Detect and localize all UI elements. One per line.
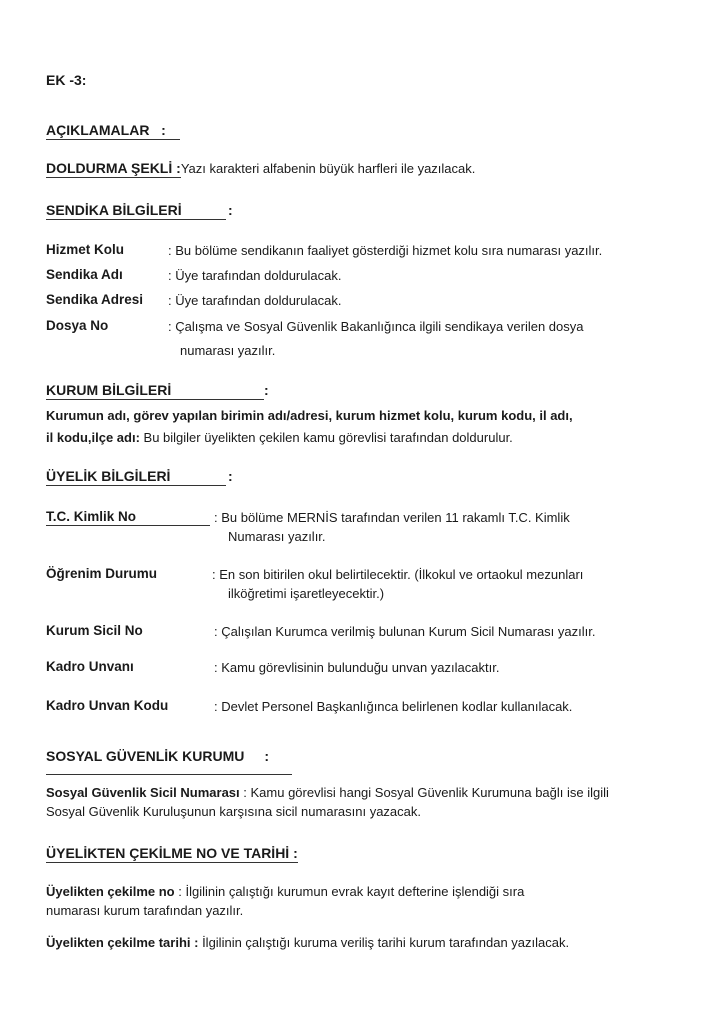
dosya-no-label: Dosya No	[46, 318, 109, 333]
heading-sgk-underline	[46, 774, 292, 775]
sendika-adresi-label: Sendika Adresi	[46, 292, 144, 307]
sendika-adi-text: : Üye tarafından doldurulacak.	[168, 268, 342, 283]
cekilme-no-text: : İlgilinin çalıştığı kurumun evrak kayıt defterine işlendiği sıra	[174, 884, 525, 899]
heading-sgk-title: SOSYAL GÜVENLİK KURUMU	[46, 748, 245, 764]
kurum-fields-line: Kurumun adı, görev yapılan birimin adı/adresi, kurum hizmet kolu, kurum kodu, il adı,	[46, 408, 573, 423]
sendika-hizmet-kolu-text: : Bu bölüme sendikanın faaliyet gösterdiği hizmet kolu sıra numarası yazılır.	[168, 243, 603, 258]
kadro-unvan-kodu-text: : Devlet Personel Başkanlığınca belirlenen kodlar kullanılacak.	[214, 699, 573, 714]
tc-kimlik-label: T.C. Kimlik No	[46, 509, 210, 526]
sendika-adi-label: Sendika Adı	[46, 267, 123, 282]
annex-label: EK -3:	[46, 72, 87, 88]
heading-uyelik: ÜYELİK BİLGİLERİ :	[46, 468, 233, 484]
doldurma-label: DOLDURMA ŞEKLİ :	[46, 160, 181, 176]
kurum-sicil-no-text: : Çalışılan Kurumca verilmiş bulunan Kurum Sicil Numarası yazılır.	[214, 624, 596, 639]
kurum-desc-bold: il kodu,ilçe adı:	[46, 430, 140, 445]
doldurma-text: Yazı karakteri alfabenin büyük harfleri ile yazılacak.	[180, 161, 476, 176]
sgk-text: : Kamu görevlisi hangi Sosyal Güvenlik Kurumuna bağlı ise ilgili	[239, 785, 609, 800]
kurum-sicil-no-label: Kurum Sicil No	[46, 623, 143, 638]
sgk-label: Sosyal Güvenlik Sicil Numarası	[46, 785, 240, 800]
heading-cekilme	[46, 845, 298, 863]
sgk-row	[46, 785, 609, 800]
cekilme-no-row	[46, 884, 524, 899]
cekilme-tarih-text: İlgilinin çalıştığı kuruma veriliş tarihi kurum tarafından yazılacak.	[198, 935, 570, 950]
cekilme-no-text-cont: numarası kurum tarafından yazılır.	[46, 903, 244, 918]
sendika-hizmet-kolu-label: Hizmet Kolu	[46, 242, 125, 257]
kadro-unvani-text: : Kamu görevlisinin bulunduğu unvan yazılacaktır.	[214, 660, 500, 675]
ogrenim-durumu-text-cont: ilköğretimi işaretleyecektir.)	[228, 586, 385, 601]
heading-cekilme-title: ÜYELİKTEN ÇEKİLME NO VE TARİHİ :	[46, 845, 298, 861]
ogrenim-durumu-label: Öğrenim Durumu	[46, 566, 158, 581]
dosya-no-text: : Çalışma ve Sosyal Güvenlik Bakanlığınca ilgili sendikaya verilen dosya	[168, 319, 584, 334]
ogrenim-durumu-text: : En son bitirilen okul belirtilecektir. (İlkokul ve ortaokul mezunları	[212, 567, 584, 582]
cekilme-tarih-label: Üyelikten çekilme tarihi :	[46, 935, 199, 950]
heading-kurum: KURUM BİLGİLERİ :	[46, 382, 269, 398]
heading-sgk: SOSYAL GÜVENLİK KURUMU :	[46, 748, 270, 764]
kadro-unvani-label: Kadro Unvanı	[46, 659, 134, 674]
cekilme-no-label: Üyelikten çekilme no	[46, 884, 175, 899]
heading-sendika: SENDİKA BİLGİLERİ :	[46, 202, 233, 218]
tc-kimlik-text: : Bu bölüme MERNİS tarafından verilen 11 rakamlı T.C. Kimlik	[214, 510, 570, 525]
heading-kurum-title: KURUM BİLGİLERİ	[46, 382, 264, 400]
sgk-text-cont: Sosyal Güvenlik Kuruluşunun karşısına sicil numarasını yazacak.	[46, 804, 422, 819]
tc-kimlik-text-cont: Numarası yazılır.	[228, 529, 326, 544]
kadro-unvan-kodu-label: Kadro Unvan Kodu	[46, 698, 169, 713]
sendika-adresi-text: : Üye tarafından doldurulacak.	[168, 293, 342, 308]
heading-aciklamalar-title: AÇIKLAMALAR :	[46, 122, 180, 140]
cekilme-tarih-row	[46, 935, 569, 950]
kurum-desc-line	[46, 430, 513, 445]
kurum-desc-text: Bu bilgiler üyelikten çekilen kamu görevlisi tarafından doldurulur.	[139, 430, 513, 445]
heading-uyelik-title: ÜYELİK BİLGİLERİ	[46, 468, 226, 486]
heading-aciklamalar	[46, 122, 180, 140]
doldurma-row	[46, 160, 475, 178]
dosya-no-text-cont: numarası yazılır.	[180, 343, 276, 358]
heading-sendika-title: SENDİKA BİLGİLERİ	[46, 202, 226, 220]
